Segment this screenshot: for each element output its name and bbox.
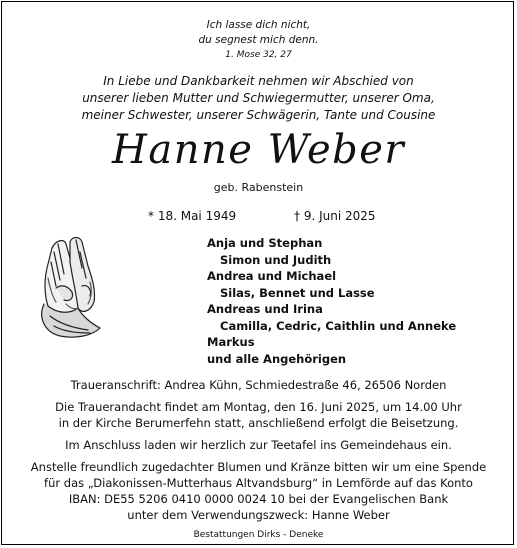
- donation-iban: IBAN: DE55 5206 0410 0000 0024 10 bei der Evangelischen Bank: [68, 492, 449, 506]
- intro-line-3: meiner Schwester, unserer Schwägerin, Tante und Cousine: [81, 108, 436, 122]
- deceased-name: Hanne Weber: [111, 127, 406, 173]
- mourner-line: Markus: [207, 335, 255, 349]
- mourner-line: Andreas und Irina: [207, 302, 323, 316]
- mourner-line: Silas, Bennet und Lasse: [220, 285, 375, 300]
- mourner-line: Anja und Stephan: [207, 236, 323, 250]
- birth-name: geb. Rabenstein: [213, 181, 304, 194]
- bible-verse-reference: 1. Mose 32, 27: [225, 50, 292, 60]
- service-line-1: Die Trauerandacht findet am Montag, den 16. Juni 2025, um 14.00 Uhr: [55, 400, 462, 414]
- invitation-text: Im Anschluss laden wir herzlich zur Teetafel ins Gemeindehaus ein.: [65, 438, 452, 452]
- donation-reference: unter dem Verwendungszweck: Hanne Weber: [127, 508, 390, 522]
- praying-hands-icon: [30, 232, 110, 346]
- bible-verse-line-2: du segnest mich denn.: [198, 34, 319, 46]
- death-date: † 9. Juni 2025: [294, 209, 376, 223]
- donation-line-2: für das „Diakonissen-Mutterhaus Altvandsburg“ in Lemförde auf das Konto: [44, 476, 473, 490]
- bereavement-address: Traueranschrift: Andrea Kühn, Schmiedestraße 46, 26506 Norden: [70, 378, 447, 392]
- bible-verse-line-1: Ich lasse dich nicht,: [206, 19, 311, 31]
- mourner-line: Andrea und Michael: [207, 269, 337, 283]
- intro-line-2: unserer lieben Mutter und Schwiegermutter, unserer Oma,: [82, 91, 435, 105]
- mourner-line: und alle Angehörigen: [207, 351, 347, 366]
- mourner-line: Camilla, Cedric, Caithlin und Anneke: [220, 318, 457, 333]
- mourners-list: [207, 235, 456, 367]
- intro-line-1: In Liebe und Dankbarkeit nehmen wir Abschied von: [103, 74, 414, 88]
- service-line-2: in der Kirche Berumerfehn statt, anschließend erfolgt die Beisetzung.: [58, 416, 459, 430]
- birth-date: * 18. Mai 1949: [148, 209, 237, 223]
- funeral-home: Bestattungen Dirks - Deneke: [193, 530, 324, 540]
- mourner-line: Simon und Judith: [220, 252, 332, 267]
- donation-line-1: Anstelle freundlich zugedachter Blumen und Kränze bitten wir um eine Spende: [30, 460, 487, 474]
